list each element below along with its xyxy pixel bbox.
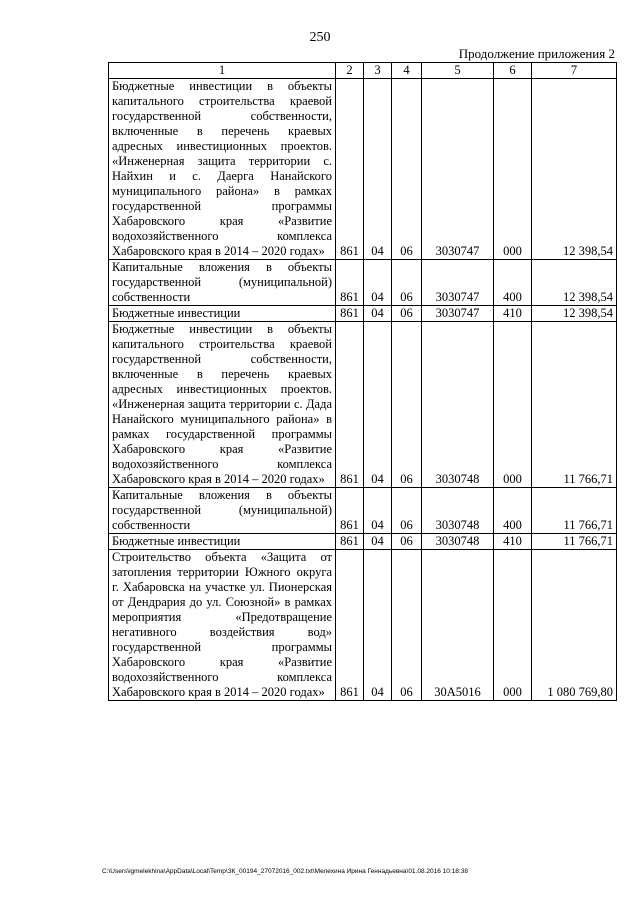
cell-section: 04 bbox=[364, 534, 392, 550]
cell-amount: 12 398,54 bbox=[532, 306, 617, 322]
row-description: Бюджетные инвестиции bbox=[109, 534, 336, 550]
table-row bbox=[109, 488, 617, 534]
cell-amount: 12 398,54 bbox=[532, 260, 617, 306]
cell-subsection: 06 bbox=[392, 79, 422, 260]
cell-subsection: 06 bbox=[392, 534, 422, 550]
cell-subsection: 06 bbox=[392, 550, 422, 701]
cell-section: 04 bbox=[364, 550, 392, 701]
cell-target-article: 30А5016 bbox=[422, 550, 494, 701]
cell-target-article: 3030747 bbox=[422, 260, 494, 306]
cell-expense-type: 410 bbox=[494, 534, 532, 550]
table-row bbox=[109, 550, 617, 701]
cell-amount: 12 398,54 bbox=[532, 79, 617, 260]
file-path-footer: C:\Users\igmelekhina\AppData\Local\Temp\ЗК_00194_27072016_002.txt\Мелехина Ирина Геннадьевна\01.08.2016 10:18:38 bbox=[102, 868, 468, 875]
cell-expense-type: 400 bbox=[494, 260, 532, 306]
budget-table bbox=[108, 62, 617, 701]
cell-ministry-code: 861 bbox=[336, 322, 364, 488]
cell-expense-type: 000 bbox=[494, 322, 532, 488]
cell-target-article: 3030748 bbox=[422, 322, 494, 488]
cell-ministry-code: 861 bbox=[336, 79, 364, 260]
cell-ministry-code: 861 bbox=[336, 306, 364, 322]
cell-subsection: 06 bbox=[392, 488, 422, 534]
table-row bbox=[109, 322, 617, 488]
cell-subsection: 06 bbox=[392, 260, 422, 306]
cell-ministry-code: 861 bbox=[336, 550, 364, 701]
cell-section: 04 bbox=[364, 488, 392, 534]
cell-expense-type: 000 bbox=[494, 550, 532, 701]
cell-target-article: 3030748 bbox=[422, 488, 494, 534]
continuation-caption: Продолжение приложения 2 bbox=[458, 46, 615, 61]
cell-section: 04 bbox=[364, 79, 392, 260]
column-header: 3 bbox=[364, 63, 392, 79]
column-header: 7 bbox=[532, 63, 617, 79]
row-description: Капитальные вложения в объекты государственной (муниципальной) собственности bbox=[109, 260, 336, 306]
cell-ministry-code: 861 bbox=[336, 488, 364, 534]
cell-subsection: 06 bbox=[392, 322, 422, 488]
cell-subsection: 06 bbox=[392, 306, 422, 322]
cell-target-article: 3030747 bbox=[422, 79, 494, 260]
cell-target-article: 3030747 bbox=[422, 306, 494, 322]
column-header: 5 bbox=[422, 63, 494, 79]
table-row bbox=[109, 260, 617, 306]
row-description: Бюджетные инвестиции в объекты капитального строительства краевой государственной собственности, включенные в перечень краевых адресных инвестиционных проектов. «Инженерная защита территории с. Дада Нанайского муниципального района» в рамках государственной программы Хабаровского края «Развитие водохозяйственного комплекса Хабаровского края в 2014 – 2020 годах» bbox=[109, 322, 336, 488]
cell-target-article: 3030748 bbox=[422, 534, 494, 550]
column-header: 1 bbox=[109, 63, 336, 79]
cell-amount: 11 766,71 bbox=[532, 322, 617, 488]
cell-section: 04 bbox=[364, 322, 392, 488]
table-row bbox=[109, 534, 617, 550]
row-description: Бюджетные инвестиции bbox=[109, 306, 336, 322]
cell-expense-type: 410 bbox=[494, 306, 532, 322]
cell-ministry-code: 861 bbox=[336, 260, 364, 306]
cell-amount: 1 080 769,80 bbox=[532, 550, 617, 701]
cell-amount: 11 766,71 bbox=[532, 534, 617, 550]
row-description: Бюджетные инвестиции в объекты капитального строительства краевой государственной собственности, включенные в перечень краевых адресных инвестиционных проектов. «Инженерная защита территории с. Найхин и с. Даерга Нанайского муниципального района» в рамках государственной программы Хабаровского края «Развитие водохозяйственного комплекса Хабаровского края в 2014 – 2020 годах» bbox=[109, 79, 336, 260]
table-header-row bbox=[109, 63, 617, 79]
row-description: Строительство объекта «Защита от затопления территории Южного округа г. Хабаровска на участке ул. Пионерская от Дендрария до ул. Союзной» в рамках мероприятия «Предотвращение негативного воздействия вод» государственной программы Хабаровского края «Развитие водохозяйственного комплекса Хабаровского края в 2014 – 2020 годах» bbox=[109, 550, 336, 701]
cell-ministry-code: 861 bbox=[336, 534, 364, 550]
page-number: 250 bbox=[309, 30, 331, 45]
column-header: 4 bbox=[392, 63, 422, 79]
table-row bbox=[109, 79, 617, 260]
column-header: 6 bbox=[494, 63, 532, 79]
cell-section: 04 bbox=[364, 306, 392, 322]
row-description: Капитальные вложения в объекты государственной (муниципальной) собственности bbox=[109, 488, 336, 534]
cell-expense-type: 400 bbox=[494, 488, 532, 534]
cell-amount: 11 766,71 bbox=[532, 488, 617, 534]
cell-expense-type: 000 bbox=[494, 79, 532, 260]
cell-section: 04 bbox=[364, 260, 392, 306]
table-row bbox=[109, 306, 617, 322]
column-header: 2 bbox=[336, 63, 364, 79]
